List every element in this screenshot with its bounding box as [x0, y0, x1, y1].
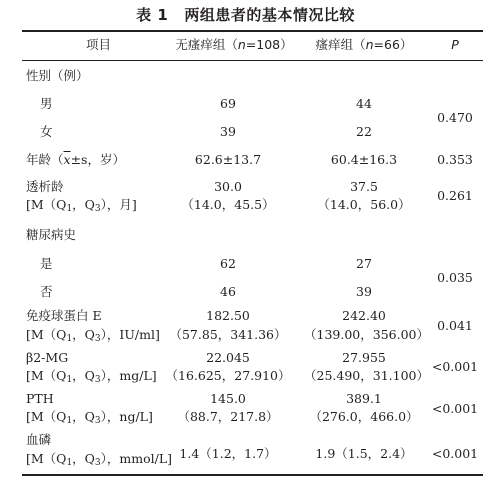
row-sublabel-ige: [$M(Q_1$，$Q_3$），IU/ml]	[26, 327, 160, 344]
cell-yes-b: 27	[356, 256, 372, 271]
cell-dialysis-a-iqr: （14.0，45.5）	[181, 197, 275, 212]
table-title	[0, 4, 491, 25]
row-label-ige: 免疫球蛋白 E	[26, 308, 102, 323]
table-number: 表 1	[136, 6, 169, 24]
header-group-a: 无瘙痒组（n=108）	[175, 37, 293, 52]
row-label-sex: 性别（例）	[26, 68, 89, 83]
cell-b2mg-b-iqr: （25.490，31.100）	[304, 368, 429, 383]
cell-ige-a-iqr: （57.85，341.36）	[169, 327, 287, 342]
cell-dialysis-b-median: 37.5	[350, 179, 378, 194]
cell-male-b: 44	[356, 96, 372, 111]
cell-ige-a-median: 182.50	[206, 308, 250, 323]
cell-male-a: 69	[220, 96, 236, 111]
cell-ige-b-median: 242.40	[342, 308, 386, 323]
cell-dialysis-p: 0.261	[437, 188, 473, 203]
cell-b2mg-a-iqr: （16.625，27.910）	[165, 368, 291, 383]
cell-phosphate-p: <0.001	[431, 446, 479, 461]
cell-pth-p: <0.001	[431, 401, 479, 416]
cell-ige-b-iqr: （139.00，356.00）	[304, 327, 429, 342]
header-group-b: 瘙痒组（n=66）	[315, 37, 413, 52]
cell-ige-p: 0.041	[437, 318, 473, 333]
cell-yes-a: 62	[220, 256, 236, 271]
cell-pth-a-median: 145.0	[210, 391, 246, 406]
cell-phosphate-a: 1.4（1.2，1.7）	[179, 446, 277, 461]
cell-age-b: 60.4±16.3	[330, 152, 398, 167]
cell-dialysis-a-median: 30.0	[214, 179, 242, 194]
header-item: 项目	[86, 37, 112, 52]
table-caption: 两组患者的基本情况比较	[184, 6, 355, 24]
row-label-phosphate: 血磷	[26, 432, 52, 447]
top-rule	[22, 30, 483, 32]
header-p: P	[451, 37, 459, 52]
row-sublabel-pth: [$M(Q_1$，$Q_3$），ng/L]	[26, 409, 153, 426]
row-label-diabetes: 糖尿病史	[26, 227, 77, 242]
cell-no-a: 46	[220, 284, 236, 299]
cell-pth-b-iqr: （276.0，466.0）	[309, 409, 419, 424]
row-label-no: 否	[40, 284, 53, 299]
row-label-b2mg: β2-MG	[26, 350, 69, 365]
row-label-yes: 是	[40, 256, 53, 271]
row-label-male: 男	[40, 96, 53, 111]
cell-age-a: 62.6±13.7	[194, 152, 262, 167]
cell-age-p: 0.353	[437, 152, 473, 167]
cell-dialysis-b-iqr: （14.0，56.0）	[317, 197, 411, 212]
row-label-pth: PTH	[26, 391, 54, 406]
row-label-age: 年龄（$\overline{x}\pm s$，岁）	[26, 152, 125, 167]
cell-diabetes-p: 0.035	[437, 270, 473, 285]
cell-female-a: 39	[220, 124, 236, 139]
cell-no-b: 39	[356, 284, 372, 299]
cell-b2mg-a-median: 22.045	[206, 350, 250, 365]
cell-b2mg-p: <0.001	[431, 359, 479, 374]
cell-phosphate-b: 1.9（1.5，2.4）	[315, 446, 413, 461]
cell-female-b: 22	[356, 124, 372, 139]
header-rule	[22, 60, 483, 61]
row-sublabel-dialysis: [$M(Q_1$，$Q_3$），月]	[26, 197, 137, 214]
row-label-dialysis: 透析龄	[26, 179, 64, 194]
cell-b2mg-b-median: 27.955	[342, 350, 386, 365]
row-sublabel-b2mg: [$M(Q_1$，$Q_3$），mg/L]	[26, 368, 157, 385]
bottom-rule	[22, 474, 483, 476]
cell-sex-p: 0.470	[437, 110, 473, 125]
cell-pth-b-median: 389.1	[346, 391, 382, 406]
row-sublabel-phosphate: [$M(Q_1$，$Q_3$），mmol/L]	[26, 451, 173, 468]
row-label-female: 女	[40, 124, 53, 139]
cell-pth-a-iqr: （88.7，217.8）	[177, 409, 279, 424]
